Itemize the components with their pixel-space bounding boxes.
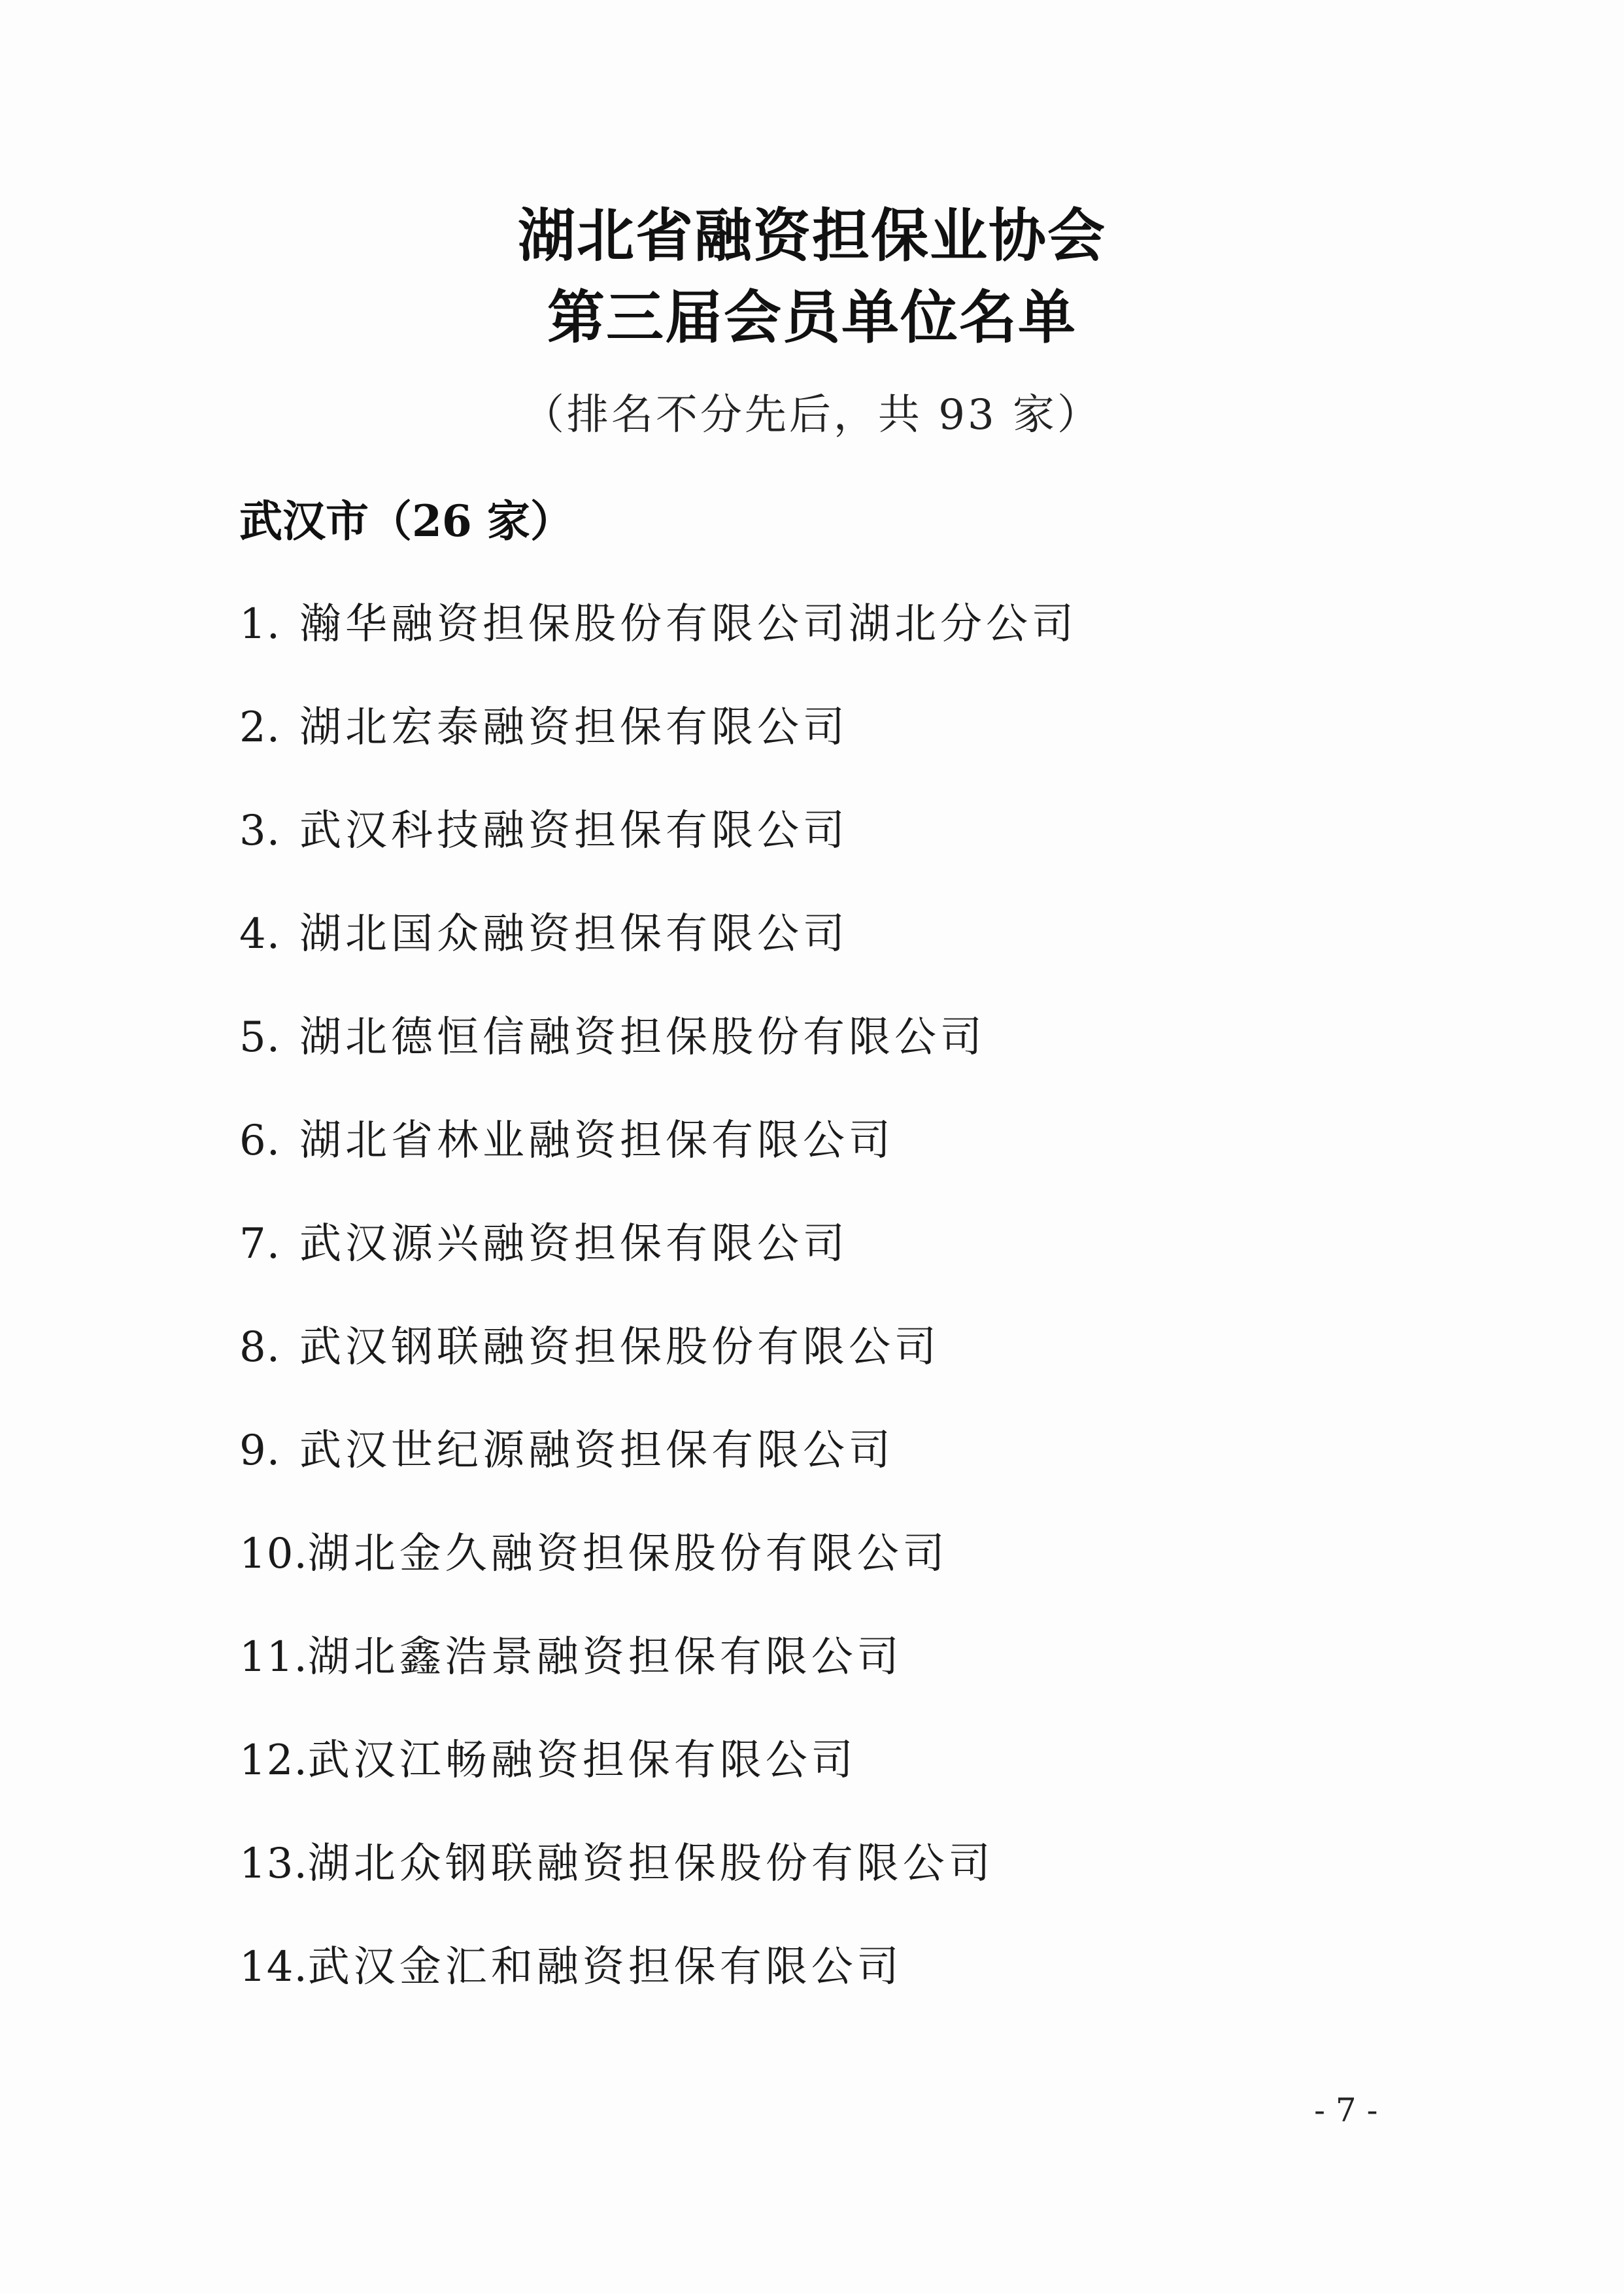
list-item <box>239 1318 1077 1421</box>
item-number: 4. <box>239 910 281 958</box>
item-number: 14. <box>239 1943 308 1991</box>
list-item <box>239 905 1077 1008</box>
list-item <box>239 1938 1077 2041</box>
item-name: 湖北金久融资担保股份有限公司 <box>307 1530 949 1578</box>
item-name: 武汉科技融资担保有限公司 <box>299 807 849 855</box>
page-number: - 7 - <box>1314 2091 1378 2129</box>
item-name: 湖北众钢联融资担保股份有限公司 <box>307 1840 994 1888</box>
document-subtitle: （排名不分先后，共 93 家） <box>522 391 1102 439</box>
item-name: 武汉世纪源融资担保有限公司 <box>299 1426 894 1475</box>
member-list <box>239 595 1077 2041</box>
item-number: 11. <box>239 1633 308 1681</box>
item-name: 武汉源兴融资担保有限公司 <box>299 1220 849 1268</box>
item-name: 瀚华融资担保股份有限公司湖北分公司 <box>299 600 1077 649</box>
list-item <box>239 801 1077 905</box>
item-name: 湖北宏泰融资担保有限公司 <box>299 703 849 752</box>
list-item <box>239 595 1077 698</box>
item-name: 湖北德恒信融资担保股份有限公司 <box>299 1013 986 1062</box>
item-name: 湖北鑫浩景融资担保有限公司 <box>307 1633 903 1681</box>
list-item <box>239 1628 1077 1731</box>
document-title-line-2: 第三届会员单位名单 <box>547 283 1077 351</box>
item-number: 7. <box>239 1220 281 1268</box>
item-name: 武汉钢联融资担保股份有限公司 <box>299 1323 940 1372</box>
list-item <box>239 1834 1077 1938</box>
item-number: 2. <box>239 703 281 752</box>
item-number: 1. <box>239 600 281 649</box>
list-item <box>239 1525 1077 1628</box>
list-item <box>239 1111 1077 1215</box>
item-name: 湖北国众融资担保有限公司 <box>299 910 849 958</box>
item-number: 12. <box>239 1736 308 1785</box>
item-name: 武汉金汇和融资担保有限公司 <box>307 1943 903 1991</box>
item-number: 3. <box>239 807 281 855</box>
document-title-line-1: 湖北省融资担保业协会 <box>517 201 1106 269</box>
list-item <box>239 1731 1077 1834</box>
item-number: 6. <box>239 1117 281 1165</box>
item-number: 10. <box>239 1530 308 1578</box>
list-item <box>239 1421 1077 1525</box>
item-number: 8. <box>239 1323 281 1372</box>
list-item <box>239 1215 1077 1318</box>
list-item <box>239 698 1077 801</box>
item-name: 武汉江畅融资担保有限公司 <box>307 1736 857 1785</box>
item-number: 5. <box>239 1013 281 1062</box>
list-item <box>239 1008 1077 1111</box>
item-number: 13. <box>239 1840 308 1888</box>
item-number: 9. <box>239 1426 281 1475</box>
section-heading-wuhan: 武汉市（26 家） <box>239 496 573 547</box>
item-name: 湖北省林业融资担保有限公司 <box>299 1117 894 1165</box>
